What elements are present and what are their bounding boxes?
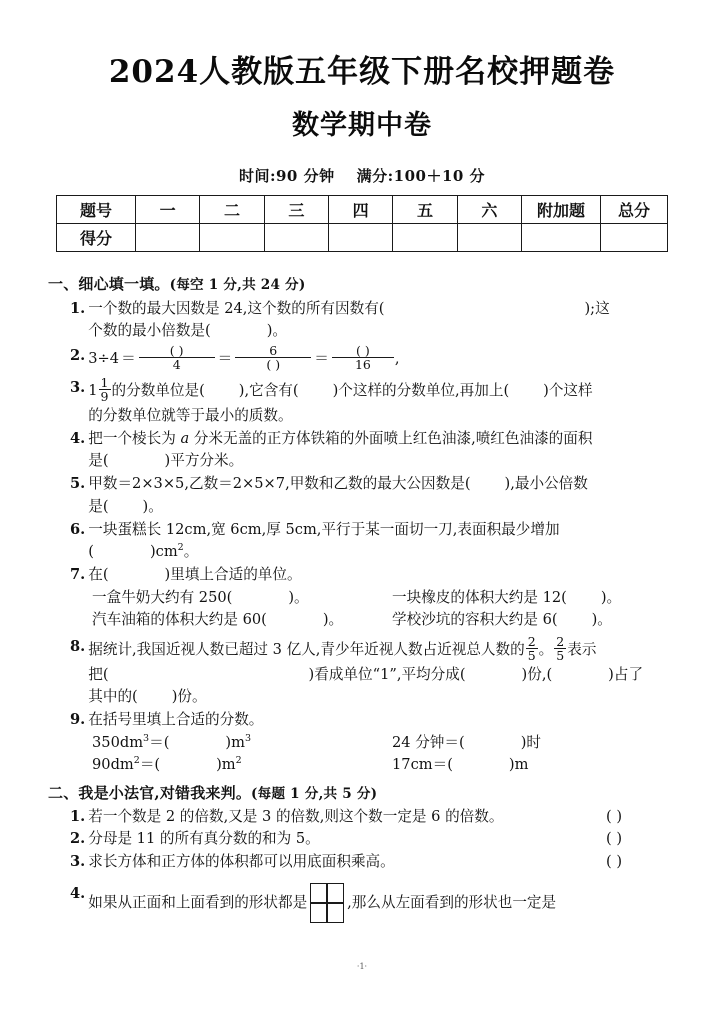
score-table-col-7: 总分 xyxy=(601,195,668,223)
score-table-col-6: 附加题 xyxy=(522,195,601,223)
score-table-row-label-1: 得分 xyxy=(57,223,136,251)
mixed-number-denominator: 9 xyxy=(100,389,109,405)
exam-score-label: 满分:100＋10 分 xyxy=(356,166,486,185)
mixed-number-fraction xyxy=(99,376,111,404)
section-heading-1-points: (每空 1 分,共 24 分) xyxy=(169,276,306,293)
page-number: ·1· xyxy=(356,962,368,971)
judge-question-3-answer[interactable]: ( ) xyxy=(606,852,623,870)
question-7-text-b: )里填上合适的单位。 xyxy=(164,566,302,584)
question-8-text-mid: 。 xyxy=(538,640,554,658)
question-8-text-h: )份。 xyxy=(171,687,207,705)
question-2-number: 2. xyxy=(70,346,86,364)
question-4-number: 4. xyxy=(70,430,86,448)
question-8-line-2 xyxy=(88,664,684,686)
question-7-item-2-close: )。 xyxy=(322,611,344,629)
question-7-item-0-text: 一盒牛奶大约有 250( xyxy=(92,589,233,607)
question-3 xyxy=(48,374,684,427)
conversion-3-from: 17cm xyxy=(392,756,433,774)
judge-question-2-number: 2. xyxy=(70,830,86,848)
question-7-item-2-text: 汽车油箱的体积大约是 60( xyxy=(92,611,267,629)
score-table-wrap xyxy=(0,186,724,252)
conversion-3 xyxy=(392,754,684,776)
question-3-text-c: )个这样的分数单位,再加上( xyxy=(332,381,510,399)
conversion-2-eq: ＝( xyxy=(139,756,161,774)
judge-question-4-text-b: ,那么从左面看到的形状也一定是 xyxy=(347,893,557,911)
page-subtitle: 数学期中卷 xyxy=(292,110,432,142)
question-7-text-a: 在( xyxy=(88,566,109,584)
fraction-2-denominator: ( ) xyxy=(266,357,281,373)
exam-time-label: 时间:90 分钟 xyxy=(238,166,335,185)
score-cell-7[interactable] xyxy=(601,223,668,251)
question-7-item-1-text: 一块橡皮的体积大约是 12( xyxy=(392,589,567,607)
question-7-number: 7. xyxy=(70,566,86,584)
fraction-denominator: 5 xyxy=(556,648,565,664)
question-8-text-b: 表示 xyxy=(567,640,597,658)
question-5-line-1 xyxy=(88,473,684,495)
question-5-text-d: )。 xyxy=(142,497,163,515)
judge-question-2 xyxy=(48,828,684,850)
judge-question-2-text: 分母是 11 的所有真分数的和为 5。 xyxy=(88,830,320,848)
question-1-text-c: 个数的最小倍数是( xyxy=(88,321,211,339)
judge-question-4-line xyxy=(88,883,684,923)
question-8-line-3 xyxy=(88,686,684,708)
question-6-text-b: )cm xyxy=(149,542,178,560)
question-2 xyxy=(48,342,684,373)
question-3-text-a: 的分数单位是( xyxy=(111,381,205,399)
question-3-line-2: 的分数单位就等于最小的质数。 xyxy=(88,406,293,424)
question-9 xyxy=(48,709,684,731)
question-6-text-c: 。 xyxy=(183,542,199,560)
question-4-line-2 xyxy=(88,450,684,472)
question-9-row-1 xyxy=(48,732,684,754)
fraction-1-numerator: ( ) xyxy=(139,344,215,359)
fraction-denominator: 5 xyxy=(527,648,536,664)
fraction-2-numerator: 6 xyxy=(235,344,311,359)
judge-question-3-number: 3. xyxy=(70,852,86,870)
score-table-col-1: 二 xyxy=(200,195,264,223)
question-8-line-1 xyxy=(88,633,684,664)
question-7-item-3 xyxy=(392,609,684,631)
question-7-row-2 xyxy=(48,609,684,631)
question-3-text-d: )个这样 xyxy=(543,381,593,399)
conversion-1-to: )时 xyxy=(520,734,541,752)
question-5-text-c: 是( xyxy=(88,497,109,515)
question-1-line-2 xyxy=(88,320,684,342)
question-5-number: 5. xyxy=(70,475,86,493)
superscript-2: 2 xyxy=(133,755,140,767)
judge-question-1 xyxy=(48,806,684,828)
score-cell-0[interactable] xyxy=(136,223,200,251)
fraction-two-fifths xyxy=(554,635,566,663)
question-8-text-d: )看成单位“1”,平均分成( xyxy=(308,665,466,683)
judge-question-4 xyxy=(48,883,684,923)
mixed-number-numerator: 1 xyxy=(100,374,109,390)
question-8-text-f: )占了 xyxy=(608,665,644,683)
judge-question-1-text: 若一个数是 2 的倍数,又是 3 的倍数,则这个数一定是 6 的倍数。 xyxy=(88,808,504,826)
judge-question-2-answer[interactable]: ( ) xyxy=(606,830,623,848)
conversion-1-eq: ＝( xyxy=(444,734,465,752)
question-3-text-b: ),它含有( xyxy=(238,381,299,399)
score-table-col-5: 六 xyxy=(457,195,521,223)
score-table-col-2: 三 xyxy=(264,195,328,223)
score-table-col-0: 一 xyxy=(136,195,200,223)
superscript-3: 3 xyxy=(143,733,150,745)
question-6-text-a: ( xyxy=(88,542,94,560)
score-cell-2[interactable] xyxy=(264,223,328,251)
question-8-text-a: 据统计,我国近视人数已超过 3 亿人,青少年近视人数占近视总人数的 xyxy=(88,640,525,658)
question-6 xyxy=(48,519,684,563)
question-9-number: 9. xyxy=(70,710,86,728)
superscript-2: 2 xyxy=(235,755,242,767)
score-cell-4[interactable] xyxy=(393,223,457,251)
fraction-3-numerator: ( ) xyxy=(332,344,394,359)
fraction-numerator: 2 xyxy=(556,633,565,649)
question-1-number: 1. xyxy=(70,299,86,317)
question-7-item-1 xyxy=(392,587,684,609)
question-5-text-a: 甲数＝2×3×5,乙数＝2×5×7,甲数和乙数的最大公因数是( xyxy=(88,475,471,493)
score-table-col-3: 四 xyxy=(328,195,392,223)
question-7-row-1 xyxy=(48,587,684,609)
score-table-row-label-0: 题号 xyxy=(57,195,136,223)
question-7-item-1-close: )。 xyxy=(600,589,622,607)
fraction-3-denominator: 16 xyxy=(354,357,371,373)
conversion-3-to: )m xyxy=(508,756,529,774)
question-6-line-2 xyxy=(88,541,684,563)
score-cell-6[interactable] xyxy=(522,223,601,251)
section-heading-2-points: (每题 1 分,共 5 分) xyxy=(251,785,378,802)
conversion-2 xyxy=(92,754,392,776)
judge-question-1-number: 1. xyxy=(70,808,86,826)
question-7-item-0-close: )。 xyxy=(288,589,309,607)
question-8-text-c: 把( xyxy=(88,665,109,683)
question-6-line-1: 一块蛋糕长 12cm,宽 6cm,厚 5cm,平行于某一面切一刀,表面积最少增加 xyxy=(88,520,560,538)
question-1-text-b: );这 xyxy=(584,299,610,317)
equals-sign: ＝ xyxy=(217,349,233,367)
question-2-equation xyxy=(88,342,684,373)
question-8-number: 8. xyxy=(70,637,86,655)
question-5 xyxy=(48,473,684,517)
judge-question-3-text: 求长方体和正方体的体积都可以用底面积乘高。 xyxy=(88,852,395,870)
conversion-2-from: 90dm xyxy=(92,756,134,774)
question-8-text-g: 其中的( xyxy=(88,687,138,705)
question-4-text-b: 分米无盖的正方体铁箱的外面喷上红色油漆,喷红色油漆的面积 xyxy=(189,430,593,448)
table-row xyxy=(57,195,668,223)
judge-question-3 xyxy=(48,851,684,873)
section-heading-2 xyxy=(48,782,684,805)
conversion-1 xyxy=(392,732,684,754)
question-5-text-b: ),最小公倍数 xyxy=(504,475,588,493)
fraction-3[interactable] xyxy=(332,344,394,372)
question-5-line-2 xyxy=(88,496,684,518)
fraction-two-fifths xyxy=(526,635,538,663)
exam-content xyxy=(0,252,724,923)
question-1-text-d: )。 xyxy=(266,321,287,339)
section-heading-1 xyxy=(48,273,684,296)
question-1-text-a: 一个数的最大因数是 24,这个数的所有因数有( xyxy=(88,299,385,317)
question-9-row-2 xyxy=(48,754,684,776)
superscript-3: 3 xyxy=(244,733,251,745)
question-4 xyxy=(48,428,684,472)
conversion-2-to: )m xyxy=(216,756,236,774)
equals-sign: ＝ xyxy=(314,349,329,367)
mixed-number xyxy=(88,374,111,405)
question-2-expr: 3÷4 xyxy=(88,349,120,367)
question-7 xyxy=(48,564,684,586)
conversion-0-from: 350dm xyxy=(92,734,144,752)
exam-meta xyxy=(0,141,724,186)
equals-sign: ＝ xyxy=(121,349,136,367)
fraction-numerator: 2 xyxy=(527,633,536,649)
question-4-text-d: )平方分米。 xyxy=(164,452,244,470)
conversion-0-to: )m xyxy=(225,734,245,752)
fraction-1-denominator: 4 xyxy=(172,357,181,373)
mixed-number-whole: 1 xyxy=(88,381,98,399)
variable-a: a xyxy=(180,430,190,448)
question-8 xyxy=(48,633,684,708)
score-table xyxy=(56,195,668,252)
table-row xyxy=(57,223,668,251)
question-1-line-1 xyxy=(88,298,684,320)
two-by-two-grid-figure xyxy=(310,883,344,923)
question-3-line-1 xyxy=(88,374,684,405)
question-7-item-0 xyxy=(92,587,392,609)
conversion-1-from: 24 分钟 xyxy=(392,734,445,752)
question-1 xyxy=(48,298,684,342)
score-table-col-4: 五 xyxy=(393,195,457,223)
question-9-line-1: 在括号里填上合适的分数。 xyxy=(88,710,264,728)
question-4-text-a: 把一个棱长为 xyxy=(88,430,181,448)
fraction-2[interactable] xyxy=(235,344,311,372)
question-7-line-1 xyxy=(88,564,684,586)
question-4-text-c: 是( xyxy=(88,452,109,470)
section-heading-2-text: 二、我是小法官,对错我来判。 xyxy=(48,783,252,802)
score-cell-5[interactable] xyxy=(457,223,521,251)
question-2-tail: , xyxy=(394,349,400,367)
conversion-0-eq: ＝( xyxy=(149,734,170,752)
question-7-item-2 xyxy=(92,609,392,631)
question-4-line-1 xyxy=(88,428,684,450)
judge-question-4-number: 4. xyxy=(70,884,86,902)
score-cell-1[interactable] xyxy=(200,223,264,251)
page-title: 2024人教版五年级下册名校押题卷 xyxy=(108,54,616,90)
judge-question-4-text-a: 如果从正面和上面看到的形状都是 xyxy=(88,893,308,911)
judge-question-1-answer[interactable]: ( ) xyxy=(606,808,623,826)
conversion-3-eq: ＝( xyxy=(432,756,453,774)
question-6-number: 6. xyxy=(70,520,86,538)
question-7-item-3-close: )。 xyxy=(591,611,612,629)
superscript-2: 2 xyxy=(177,542,184,554)
question-8-text-e: )份,( xyxy=(521,665,553,683)
question-7-item-3-text: 学校沙坑的容积大约是 6( xyxy=(392,611,558,629)
section-heading-1-text: 一、细心填一填。 xyxy=(48,274,170,293)
conversion-0 xyxy=(92,732,392,754)
fraction-1[interactable] xyxy=(139,344,215,372)
score-cell-3[interactable] xyxy=(328,223,392,251)
question-3-number: 3. xyxy=(70,378,86,396)
